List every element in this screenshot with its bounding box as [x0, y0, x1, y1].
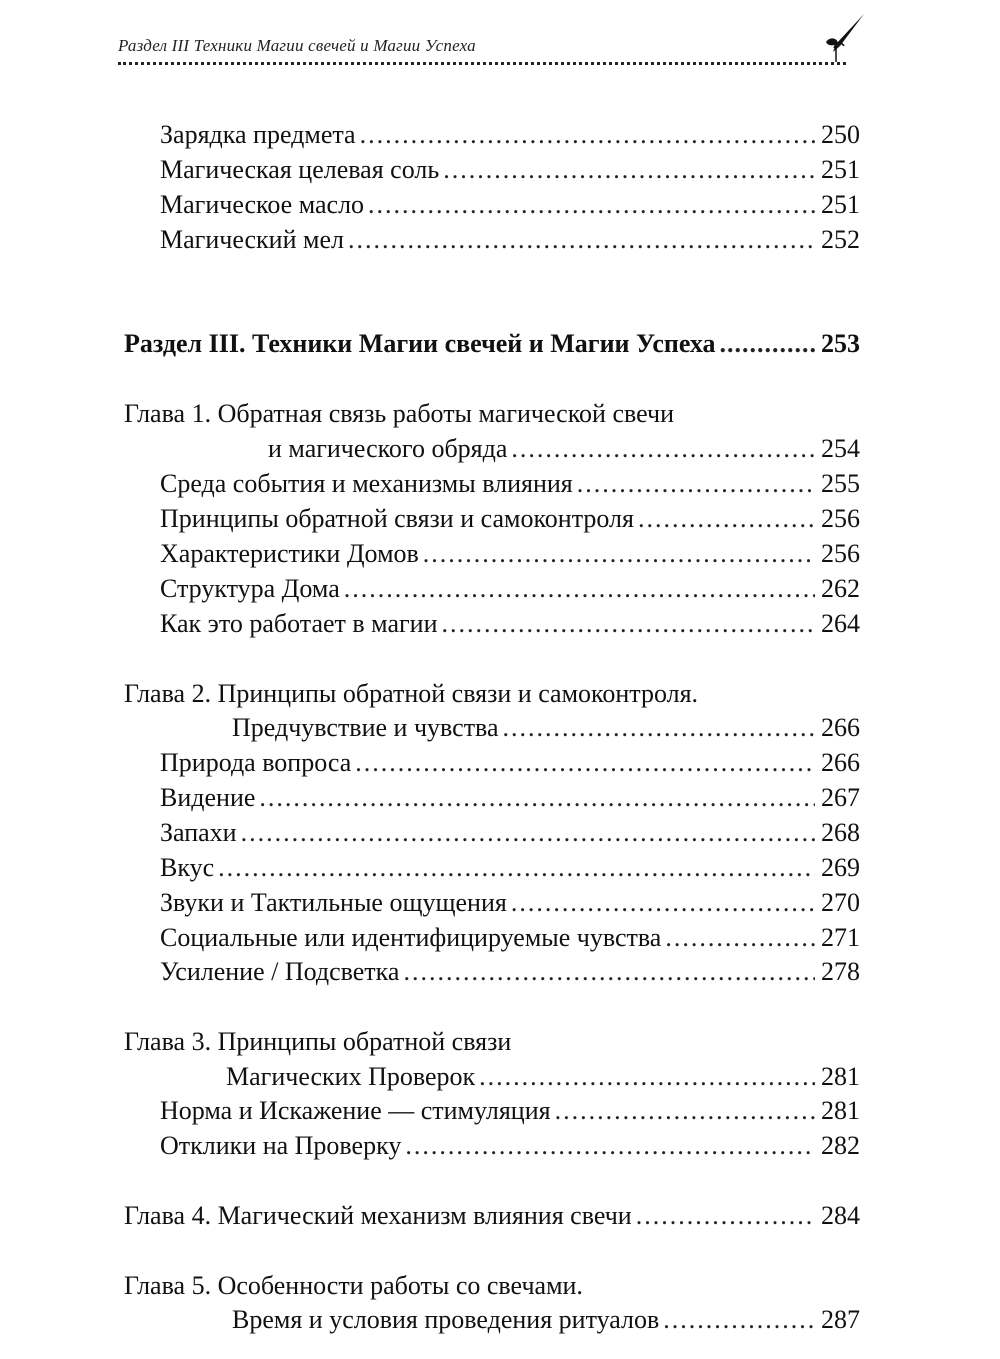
leader-dots [636, 1199, 815, 1233]
toc-entry-page: 250 [821, 120, 860, 149]
toc-entry-title: Принципы обратной связи и самоконтроля [160, 504, 634, 533]
toc-entry-page: 278 [821, 957, 860, 986]
toc-entry [160, 118, 860, 152]
quill-leaf-icon [820, 12, 868, 64]
toc-entry [160, 153, 860, 187]
leader-dots [368, 188, 815, 222]
chapter-entry [124, 1199, 860, 1233]
leader-dots [259, 781, 815, 815]
toc-entry-title: Среда события и механизмы влияния [160, 469, 573, 498]
leader-dots [555, 1094, 815, 1128]
toc-entry-title: Запахи [160, 818, 237, 847]
toc-entry-title: Характеристики Домов [160, 539, 419, 568]
toc-entry-title: Норма и Искажение — стимуляция [160, 1096, 551, 1125]
toc-entry-page: 267 [821, 783, 860, 812]
chapter-title: Глава 2. Принципы обратной связи и самоконтроля. [124, 679, 699, 708]
toc-entry [160, 188, 860, 222]
chapter-title-continuation [268, 432, 860, 466]
chapter-title-continuation [232, 711, 860, 745]
toc-entry-page: 251 [821, 155, 860, 184]
toc-entry-page: 255 [821, 469, 860, 498]
toc-entry [160, 467, 860, 501]
toc-entry-page: 268 [821, 818, 860, 847]
section-title: Раздел III. Техники Магии свечей и Магии Успеха [124, 329, 716, 358]
leader-dots [638, 502, 815, 536]
toc-entry-page: 264 [821, 609, 860, 638]
chapter-title-line2: и магического обряда [268, 434, 508, 463]
chapter-page: 284 [821, 1201, 860, 1230]
toc-entry-title: Видение [160, 783, 256, 812]
toc-entry [160, 1129, 860, 1163]
toc-entry-title: Как это работает в магии [160, 609, 438, 638]
toc-entry-title: Усиление / Подсветка [160, 957, 400, 986]
toc-entry-page: 251 [821, 190, 860, 219]
leader-dots [360, 118, 815, 152]
chapter-title: Глава 4. Магический механизм влияния свечи [124, 1201, 632, 1230]
toc-entry [160, 781, 860, 815]
toc-entry-page: 256 [821, 504, 860, 533]
toc-entry-page: 281 [821, 1096, 860, 1125]
leader-dots [720, 327, 815, 361]
leader-dots [344, 572, 815, 606]
toc-entry-title: Социальные или идентифицируемые чувства [160, 923, 662, 952]
chapter-page: 287 [821, 1305, 860, 1334]
leader-dots [241, 816, 815, 850]
toc-entry-page: 270 [821, 888, 860, 917]
running-head: Раздел III Техники Магии свечей и Магии Успеха [118, 36, 476, 55]
toc-entry-title: Магический мел [160, 225, 344, 254]
leader-dots [441, 607, 815, 641]
chapter-title: Глава 1. Обратная связь работы магической свечи [124, 399, 674, 428]
toc-entry [160, 816, 860, 850]
toc-entry-title: Звуки и Тактильные ощущения [160, 888, 507, 917]
leader-dots [423, 537, 815, 571]
chapter-page: 281 [821, 1062, 860, 1091]
toc-entry-page: 252 [821, 225, 860, 254]
toc-entry [160, 607, 860, 641]
toc-entry-title: Структура Дома [160, 574, 340, 603]
leader-dots [665, 921, 815, 955]
toc-entry-title: Природа вопроса [160, 748, 352, 777]
toc-entry-page: 262 [821, 574, 860, 603]
leader-dots [503, 711, 815, 745]
leader-dots [577, 467, 815, 501]
toc-entry-page: 269 [821, 853, 860, 882]
chapter-title-continuation [226, 1060, 860, 1094]
toc-entry-page: 282 [821, 1131, 860, 1160]
chapter-title: Глава 5. Особенности работы со свечами. [124, 1271, 583, 1300]
leader-dots [355, 746, 815, 780]
leader-dots [218, 851, 815, 885]
toc-entry [160, 921, 860, 955]
leader-dots [405, 1129, 815, 1163]
chapter-title-line2: Предчувствие и чувства [232, 713, 499, 742]
toc-entry [160, 955, 860, 989]
toc-entry [160, 572, 860, 606]
chapter-title-continuation [232, 1303, 860, 1337]
chapter-title: Глава 3. Принципы обратной связи [124, 1027, 512, 1056]
leader-dots [663, 1303, 815, 1337]
toc-section-heading [124, 327, 860, 361]
section-page: 253 [821, 329, 860, 358]
toc-entry [160, 851, 860, 885]
toc-entry-title: Магическое масло [160, 190, 365, 219]
toc-entry-title: Зарядка предмета [160, 120, 356, 149]
leader-dots [443, 153, 815, 187]
toc-entry [160, 502, 860, 536]
leader-dots [511, 886, 815, 920]
chapter-page: 254 [821, 434, 860, 463]
chapter-page: 266 [821, 713, 860, 742]
leader-dots [511, 432, 815, 466]
leader-dots [479, 1060, 815, 1094]
toc-entry [160, 537, 860, 571]
toc-entry-page: 266 [821, 748, 860, 777]
toc-entry [160, 886, 860, 920]
toc-entry-title: Магическая целевая соль [160, 155, 440, 184]
toc-entry-title: Отклики на Проверку [160, 1131, 402, 1160]
toc-entry [160, 1094, 860, 1128]
toc-entry-page: 271 [821, 923, 860, 952]
toc-entry-page: 256 [821, 539, 860, 568]
toc-entry [160, 746, 860, 780]
chapter-title-line2: Время и условия проведения ритуалов [232, 1305, 660, 1334]
leader-dots [348, 223, 815, 257]
leader-dots [403, 955, 815, 989]
chapter-title-line2: Магических Проверок [226, 1062, 476, 1091]
toc-entry [160, 223, 860, 257]
toc-entry-title: Вкус [160, 853, 215, 882]
header-dotted-rule [118, 62, 846, 65]
